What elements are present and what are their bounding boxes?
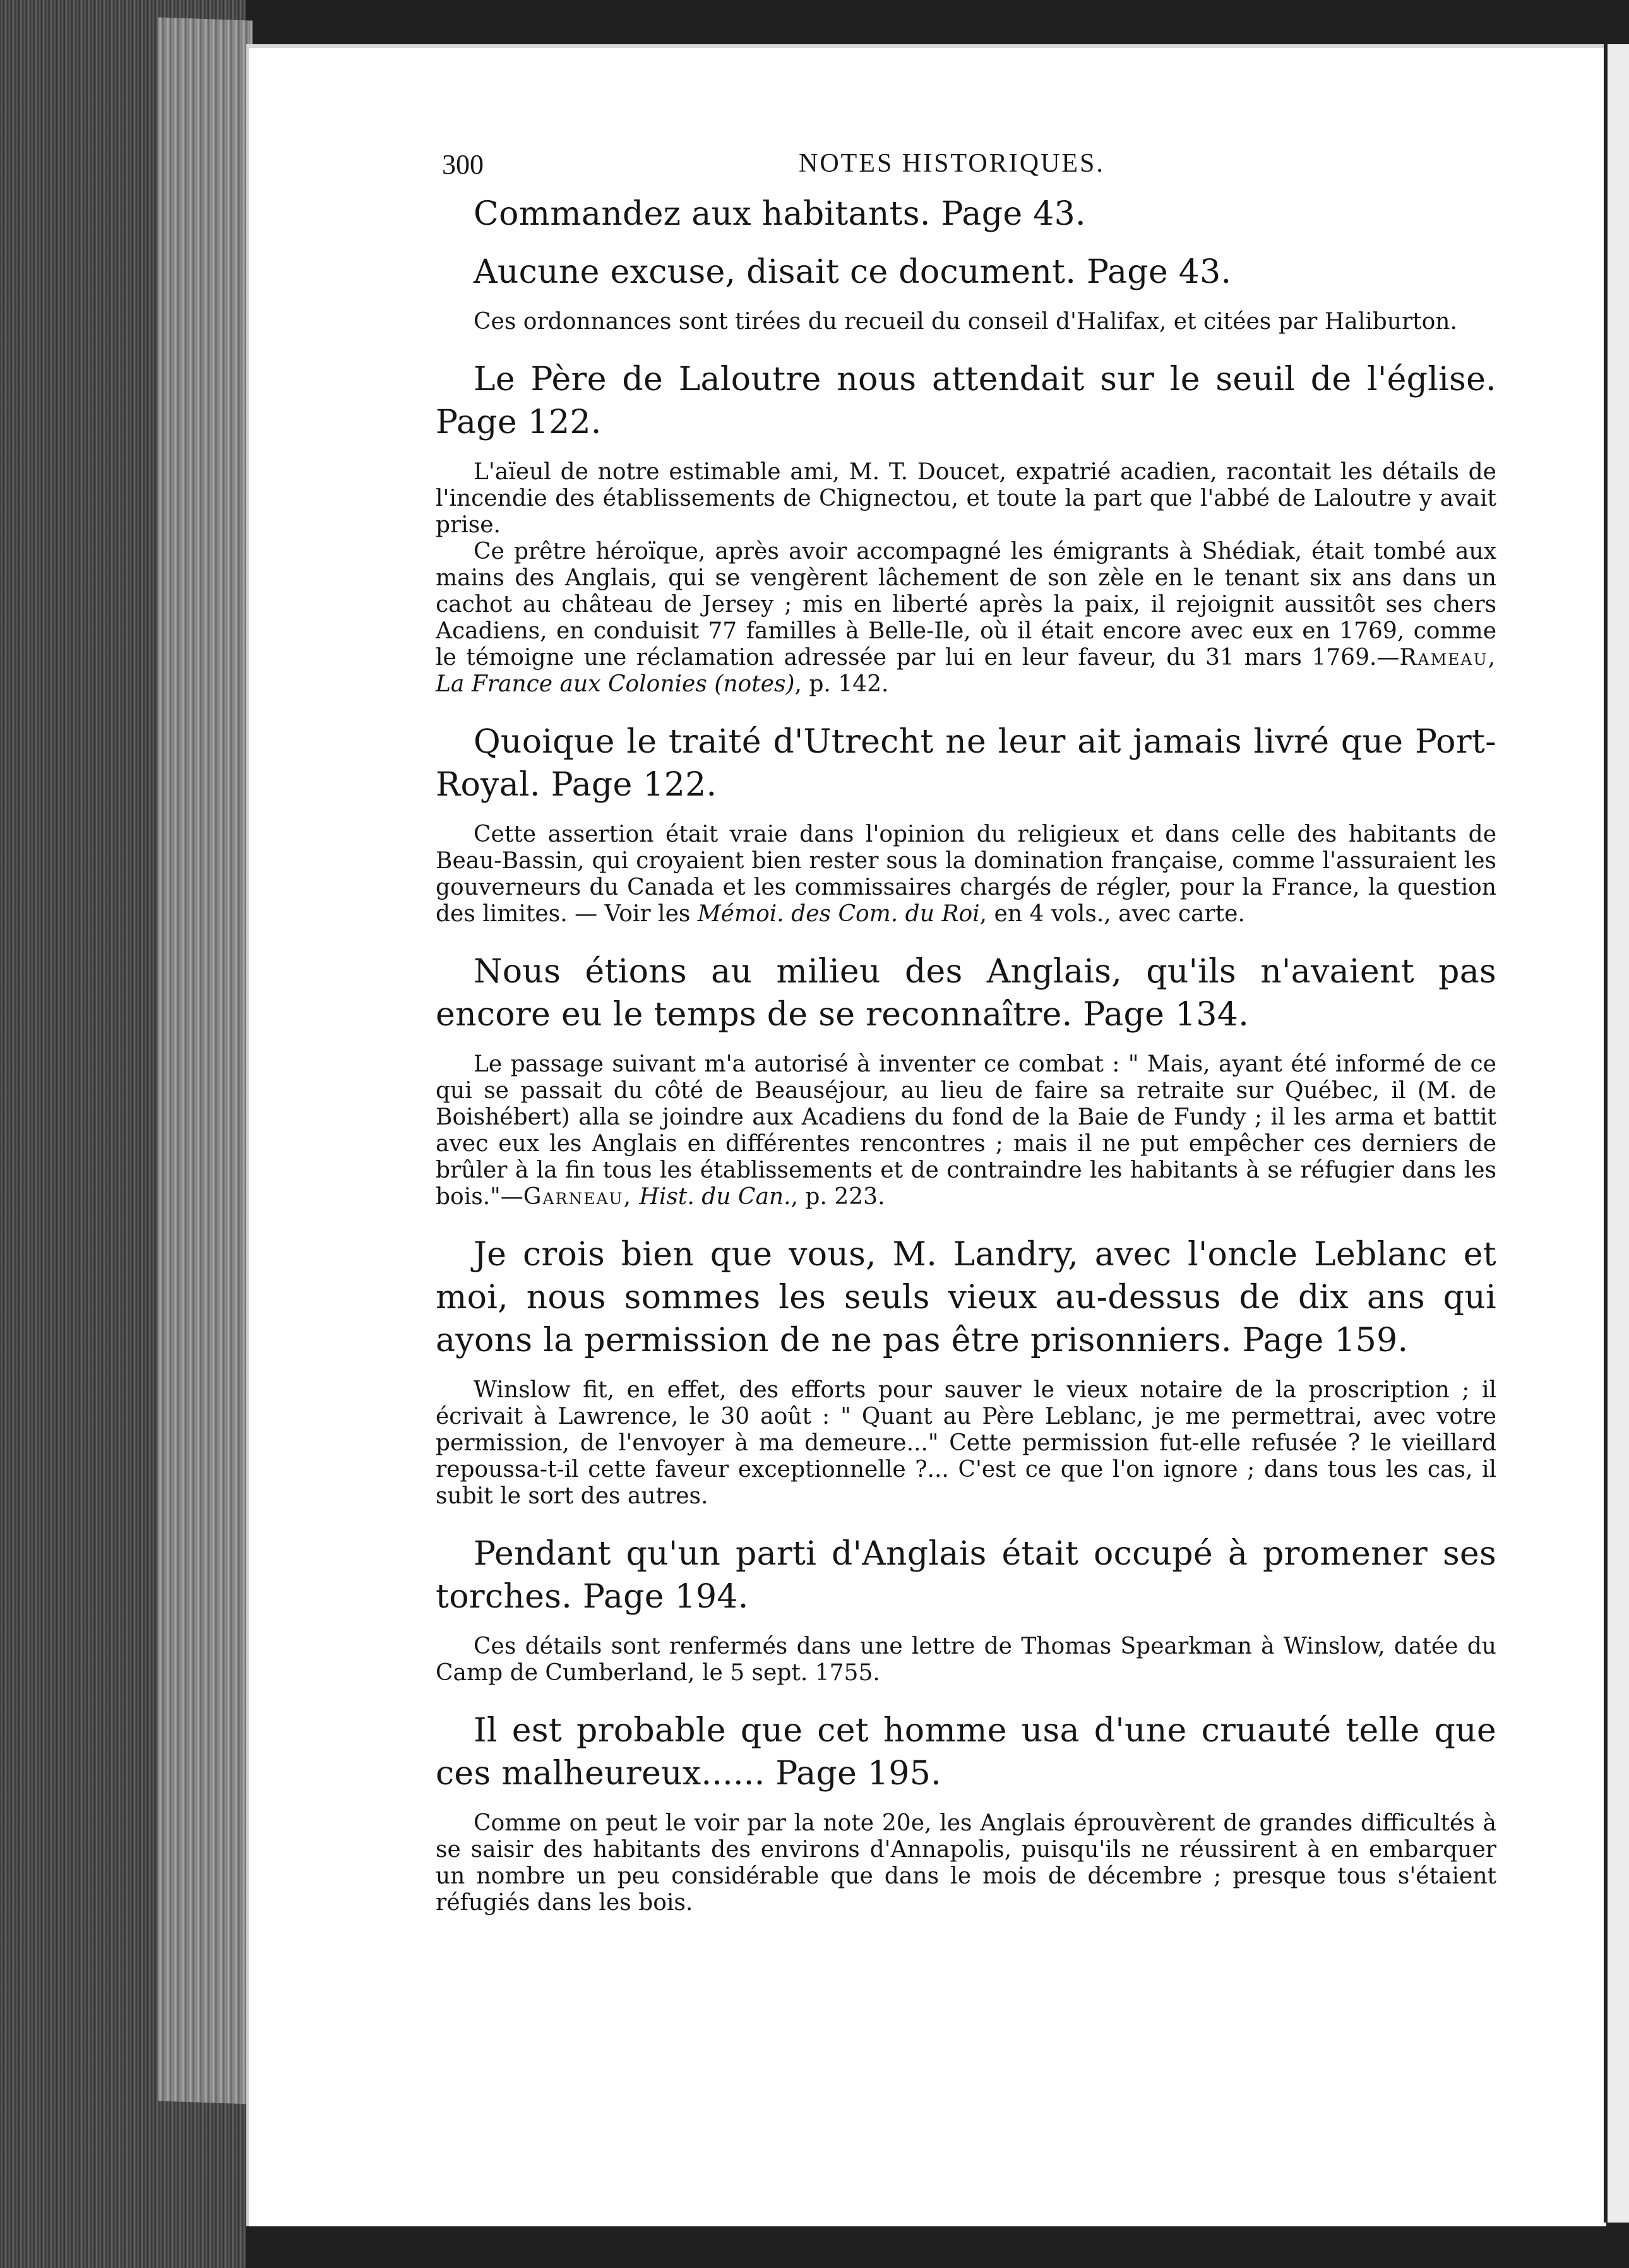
citation-page: , p. 142. <box>794 671 889 697</box>
running-head <box>436 136 1496 193</box>
note-reference: Le Père de Laloutre nous attendait sur le seuil de l'église. Page 122. <box>436 361 1496 441</box>
note-reference: Je crois bien que vous, M. Landry, avec l'oncle Leblanc et moi, nous sommes les seuls vieux au-dessus de dix ans qui ayons la permission de ne pas être prisonniers. Page 159. <box>436 1236 1496 1359</box>
note-reference: Pendant qu'un parti d'Anglais était occupé à promener ses torches. Page 194. <box>436 1535 1496 1616</box>
note-3 <box>436 358 1496 698</box>
note-body: Comme on peut le voir par la note 20e, les Anglais éprouvèrent de grandes difficultés à se saisir des habitants des environs d'Annapolis, puisqu'ils ne réussirent à en embarquer un nombre un peu considérable que dans le mois de décembre ; presque tous s'étaient réfugiés dans les bois. <box>436 1810 1496 1916</box>
note-body: Ces ordonnances sont tirées du recueil du conseil d'Halifax, et citées par Haliburton. <box>474 309 1457 335</box>
note-reference: Aucune excuse, disait ce document. Page 43. <box>474 253 1232 291</box>
citation-title: Hist. du Can. <box>639 1184 791 1210</box>
note-4 <box>436 720 1496 928</box>
note-body-text: Le passage suivant m'a autorisé à inventer ce combat : " Mais, ayant été informé de ce qui se passait du côté de Beauséjour, au lieu de faire sa retraite sur Québec, il (M. de Boishébert) alla se joindre aux Acadiens du fond de la Baie de Fundy ; il les arma et battit avec eux les Anglais en différentes rencontres ; mais il ne put empêcher ces derniers de brûler à la fin tous les établissements et de contraindre les habitants à se réfugier dans les bois."— <box>436 1051 1496 1210</box>
citation-title: Mémoi. des Com. du Roi <box>697 901 980 927</box>
note-1 <box>436 193 1496 236</box>
citation-page: , p. 223. <box>791 1184 885 1210</box>
note-body <box>436 539 1496 698</box>
note-7 <box>436 1532 1496 1686</box>
note-8 <box>436 1709 1496 1916</box>
citation-title: La France aux Colonies <box>436 671 707 697</box>
citation-page: , en 4 vols., avec carte. <box>979 901 1245 927</box>
note-body-text: Ce prêtre héroïque, après avoir accompagné les émigrants à Shédiak, était tombé aux mains des Anglais, qui se vengèrent lâchement de son zèle en le tenant six ans dans un cachot au château de Jersey ; mis en liberté après la paix, il rejoignit aussitôt ses chers Acadiens, en conduisit 77 familles à Belle-Ile, où il était encore avec eux en 1769, comme le témoigne une réclamation adressée par lui en leur faveur, du 31 mars 1769.— <box>436 539 1496 671</box>
note-body-text: Cette assertion était vraie dans l'opinion du religieux et dans celle des habitants de Beau-Bassin, qui croyaient bien rester sous la domination française, comme l'assuraient les gouverneurs du Canada et les commissaires chargés de régler, pour la France, la question des limites. — Voir les <box>436 821 1496 927</box>
page-number: 300 <box>442 149 484 180</box>
note-5 <box>436 950 1496 1210</box>
citation-author: Rameau, <box>1399 645 1496 671</box>
note-body: Winslow fit, en effet, des efforts pour sauver le vieux notaire de la proscription ; il écrivait à Lawrence, le 30 août : " Quant au Père Leblanc, je me permettrai, avec votre permission, de l'envoyer à ma demeure..." Cette permission fut-elle refusée ? le vieillard repoussa-t-il cette faveur exceptionnelle ?... C'est ce que l'on ignore ; dans tous les cas, il subit le sort des autres. <box>436 1377 1496 1509</box>
note-body <box>436 821 1496 928</box>
note-reference: Commandez aux habitants. Page 43. <box>474 195 1086 233</box>
note-body <box>436 1051 1496 1210</box>
note-reference: Quoique le traité d'Utrecht ne leur ait jamais livré que Port-Royal. Page 122. <box>436 723 1496 804</box>
note-6 <box>436 1233 1496 1510</box>
citation-note: (notes) <box>714 671 795 697</box>
note-body: Ces détails sont renfermés dans une lettre de Thomas Spearkman à Winslow, datée du Camp de Cumberland, le 5 sept. 1755. <box>436 1633 1496 1686</box>
note-2 <box>436 251 1496 335</box>
page-content <box>436 136 1496 1916</box>
note-body: L'aïeul de notre estimable ami, M. T. Doucet, expatrié acadien, racontait les détails de l'incendie des établissements de Chignectou, et toute la part que l'abbé de Laloutre y avait prise. <box>436 459 1496 538</box>
right-page-edge <box>1604 44 1629 2223</box>
note-reference: Nous étions au milieu des Anglais, qu'ils n'avaient pas encore eu le temps de se reconnaître. Page 134. <box>436 953 1496 1034</box>
note-reference: Il est probable que cet homme usa d'une cruauté telle que ces malheureux...... Page 195. <box>436 1712 1496 1793</box>
header-title: NOTES HISTORIQUES. <box>799 149 1105 178</box>
citation-author: Garneau, <box>523 1184 633 1210</box>
page-stack-edge <box>158 17 253 2104</box>
